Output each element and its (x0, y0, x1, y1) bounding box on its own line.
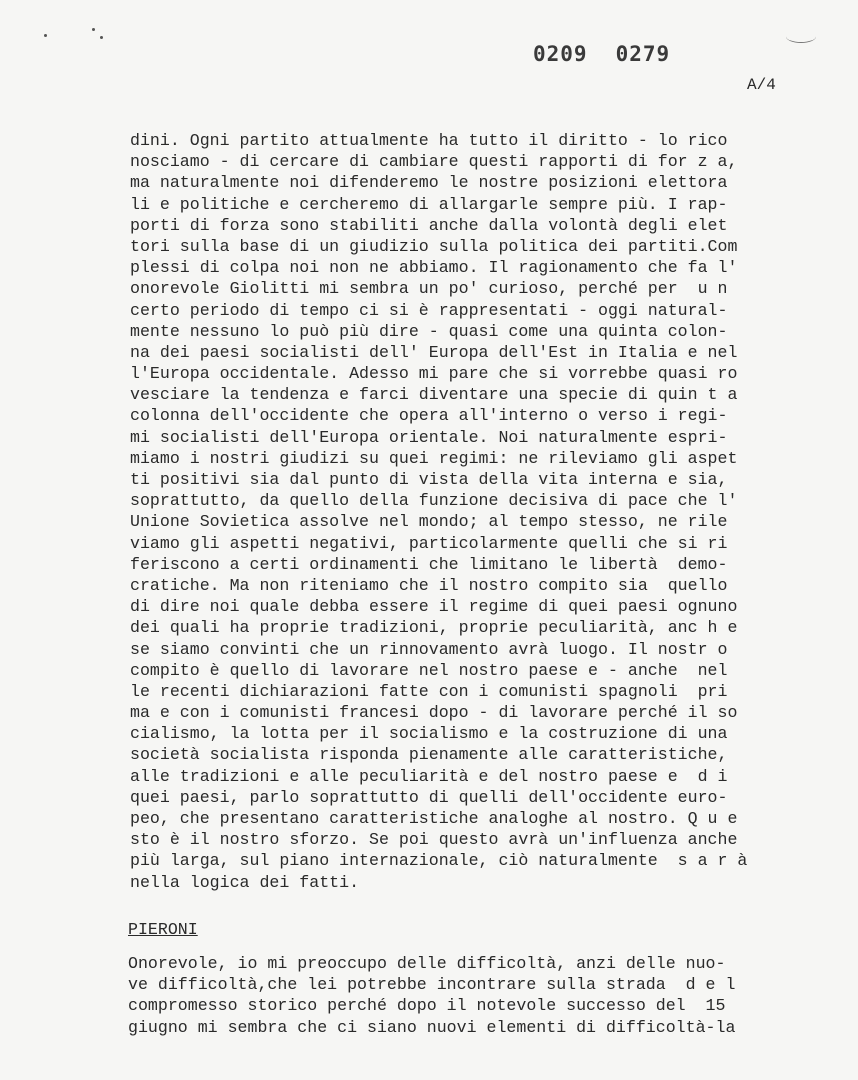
text-line: Onorevole, io mi preoccupo delle difficoltà, anzi delle nuo- (128, 954, 726, 973)
text-line: di dire noi quale debba essere il regime di quei paesi ognuno (130, 597, 738, 617)
document-number (533, 42, 670, 66)
text-line: società socialista risponda pienamente alle caratteristiche, (130, 745, 728, 765)
paragraph-1 (130, 130, 790, 893)
text-line: viamo gli aspetti negativi, particolarmente quelli che si ri (130, 533, 728, 553)
text-line: mi socialisti dell'Europa orientale. Noi naturalmente espri- (130, 427, 728, 447)
text-line: dini. Ogni partito attualmente ha tutto il diritto - lo rico (130, 131, 728, 150)
text-line: sto è il nostro sforzo. Se poi questo avrà un'influenza anche (130, 830, 738, 850)
ink-speck (92, 28, 95, 31)
text-line: onorevole Giolitti mi sembra un po' curioso, perché per u n (130, 279, 728, 299)
text-line: miamo i nostri giudizi su quei regimi: ne rileviamo gli aspet (130, 448, 738, 468)
text-line: colonna dell'occidente che opera all'interno o verso i regi- (130, 406, 728, 426)
page-label: A/4 (747, 76, 776, 94)
text-line: vesciare la tendenza e farci diventare una specie di quin t a (130, 385, 738, 405)
text-line: se siamo convinti che un rinnovamento avrà luogo. Il nostr o (130, 639, 728, 659)
text-line: quei paesi, parlo soprattutto di quelli dell'occidente euro- (130, 787, 728, 807)
text-line: ti positivi sia dal punto di vista della vita interna e sia, (130, 470, 728, 489)
text-line: compromesso storico perché dopo il notevole successo del 15 (128, 996, 726, 1016)
text-line: Unione Sovietica assolve nel mondo; al tempo stesso, ne rile (130, 512, 728, 532)
text-line: ma naturalmente noi difenderemo le nostre posizioni elettora (130, 173, 728, 193)
text-line: le recenti dichiarazioni fatte con i comunisti spagnoli pri (130, 681, 728, 701)
text-line: cratiche. Ma non riteniamo che il nostro compito sia quello (130, 575, 728, 595)
text-line: ve difficoltà,che lei potrebbe incontrare sulla strada d e l (128, 975, 736, 995)
doc-number-1: 0209 (533, 42, 588, 66)
ink-speck (44, 34, 47, 37)
text-line: l'Europa occidentale. Adesso mi pare che si vorrebbe quasi ro (130, 364, 738, 384)
text-line: ma e con i comunisti francesi dopo - di lavorare perché il so (130, 703, 738, 723)
paragraph-2 (128, 953, 788, 1038)
text-line: più larga, sul piano internazionale, ciò naturalmente s a r à (130, 851, 748, 871)
text-line: certo periodo di tempo ci si è rappresentati - oggi natural- (130, 300, 728, 320)
text-line: na dei paesi socialisti dell' Europa dell'Est in Italia e nel (130, 342, 738, 362)
text-line: compito è quello di lavorare nel nostro paese e - anche nel (130, 660, 728, 680)
doc-number-2: 0279 (615, 42, 671, 66)
text-line: dei quali ha proprie tradizioni, proprie peculiarità, anc h e (130, 618, 738, 638)
text-line: peo, che presentano caratteristiche analoghe al nostro. Q u e (130, 809, 738, 828)
text-line: cialismo, la lotta per il socialismo e la costruzione di una (130, 724, 728, 744)
text-line: tori sulla base di un giudizio sulla politica dei partiti.Com (130, 236, 738, 256)
text-line: plessi di colpa noi non ne abbiamo. Il ragionamento che fa l' (130, 258, 738, 278)
text-line: feriscono a certi ordinamenti che limitano le libertà demo- (130, 554, 728, 574)
text-line: giugno mi sembra che ci siano nuovi elementi di difficoltà-la (128, 1017, 736, 1037)
text-line: alle tradizioni e alle peculiarità e del nostro paese e d i (130, 766, 728, 786)
text-line: porti di forza sono stabiliti anche dalla volontà degli elet (130, 215, 728, 235)
text-line: mente nessuno lo può più dire - quasi come una quinta colon- (130, 321, 728, 341)
text-line: li e politiche e cercheremo di allargarle sempre più. I rap- (130, 194, 728, 214)
pen-mark (786, 30, 816, 43)
ink-speck (100, 36, 103, 39)
speaker-heading: PIERONI (128, 920, 198, 939)
text-line: nella logica dei fatti. (130, 872, 360, 892)
text-line: nosciamo - di cercare di cambiare questi rapporti di for z a, (130, 152, 738, 172)
text-line: soprattutto, da quello della funzione decisiva di pace che l' (130, 491, 738, 511)
